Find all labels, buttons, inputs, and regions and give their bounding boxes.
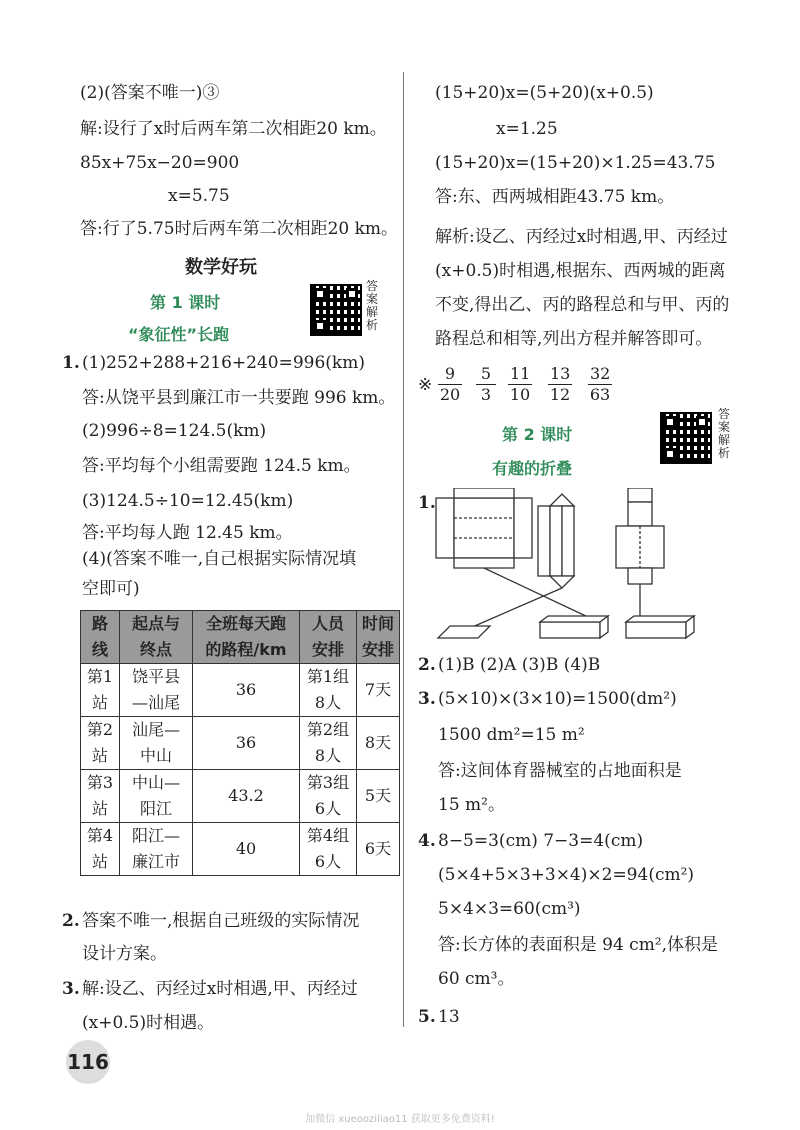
- qr-code-icon: [660, 412, 712, 464]
- answer-line: (2)996÷8=124.5(km): [82, 421, 267, 441]
- analysis-line: 路程总和相等,列出方程并解答即可。: [435, 329, 713, 349]
- column-header: 起点与 终点: [120, 611, 193, 664]
- equation-line: (15+20)x=(15+20)×1.25=43.75: [435, 153, 716, 173]
- column-header: 人员 安排: [300, 611, 357, 664]
- fraction: $\frac{32}{63}$: [589, 364, 611, 404]
- equation-line: (5×4+5×3+3×4)×2=94(cm²): [438, 865, 695, 885]
- column-divider: [403, 72, 404, 1027]
- answer-line: (2)(答案不唯一)③: [80, 83, 220, 103]
- lesson-heading: 第 2 课时: [502, 425, 573, 444]
- qr-code-icon: [310, 284, 362, 336]
- equation-line: 5×4×3=60(cm³): [438, 899, 581, 919]
- star-marker: ※: [418, 375, 433, 395]
- answer-line: 13: [438, 1007, 460, 1027]
- problem-number: 2.: [418, 655, 436, 675]
- page-number: 116: [66, 1040, 110, 1084]
- answer-line: (1)B (2)A (3)B (4)B: [438, 655, 601, 675]
- table-header-row: [81, 611, 400, 664]
- table-cell: 阳江— 廉江市: [120, 823, 193, 876]
- answer-line: (3)124.5÷10=12.45(km): [82, 491, 294, 511]
- section-title: 数学好玩: [185, 257, 257, 278]
- answer-line: 答:行了5.75时后两车第二次相距20 km。: [80, 219, 399, 239]
- table-cell: 43.2: [193, 770, 300, 823]
- table-cell: 6天: [357, 823, 400, 876]
- problem-number: 3.: [62, 979, 80, 999]
- equation-line: (5×10)×(3×10)=1500(dm²): [438, 689, 677, 709]
- problem-number: 1.: [418, 493, 436, 513]
- equation-line: 85x+75x−20=900: [80, 153, 240, 173]
- table-cell: 36: [193, 664, 300, 717]
- fraction: $\frac{5}{3}$: [476, 364, 496, 405]
- table-cell: 第1组 8人: [300, 664, 357, 717]
- problem-number: 5.: [418, 1007, 436, 1027]
- equation-line: x=5.75: [168, 186, 230, 206]
- answer-line: 答:从饶平县到廉江市一共要跑 996 km。: [82, 388, 396, 408]
- answer-line: 15 m²。: [438, 795, 505, 815]
- table-row: [81, 770, 400, 823]
- table-row: [81, 664, 400, 717]
- column-header: 全班每天跑 的路程/km: [193, 611, 300, 664]
- column-header: 路 线: [81, 611, 120, 664]
- answer-line: 解:设行了x时后两车第二次相距20 km。: [80, 119, 387, 139]
- problem-number: 4.: [418, 831, 436, 851]
- table-cell: 第2组 8人: [300, 717, 357, 770]
- analysis-line: (x+0.5)时相遇,根据东、西两城的距离: [435, 261, 726, 281]
- topic-heading: “象征性”长跑: [128, 325, 230, 344]
- answer-line: 答:这间体育器械室的占地面积是: [438, 761, 682, 781]
- equation-line: 1500 dm²=15 m²: [438, 725, 585, 745]
- table-cell: 第4 站: [81, 823, 120, 876]
- table-row: [81, 717, 400, 770]
- fraction: $\frac{9}{20}$: [439, 364, 461, 404]
- answer-line: 答:长方体的表面积是 94 cm²,体积是: [438, 935, 719, 955]
- answer-line: 设计方案。: [82, 944, 167, 964]
- table-cell: 中山— 阳江: [120, 770, 193, 823]
- analysis-line: 解析:设乙、丙经过x时相遇,甲、丙经过: [435, 227, 728, 247]
- answer-line: 空即可): [82, 579, 140, 599]
- folding-matching-diagram: [430, 488, 700, 648]
- answer-line: 答:平均每个小组需要跑 124.5 km。: [82, 456, 361, 476]
- table-cell: 8天: [357, 717, 400, 770]
- lesson-heading: 第 1 课时: [150, 293, 221, 312]
- footer-note: 加微信 xueooziliao11 获取更多免费资料!: [305, 1114, 495, 1125]
- column-header: 时间 安排: [357, 611, 400, 664]
- table-cell: 饶平县 —汕尾: [120, 664, 193, 717]
- fraction: $\frac{13}{12}$: [549, 364, 571, 404]
- answer-line: (x+0.5)时相遇。: [82, 1013, 215, 1033]
- problem-number: 3.: [418, 689, 436, 709]
- answer-line: (4)(答案不唯一,自己根据实际情况填: [82, 549, 357, 569]
- table-row: [81, 823, 400, 876]
- table-cell: 第3组 6人: [300, 770, 357, 823]
- route-table: [80, 610, 400, 876]
- topic-heading: 有趣的折叠: [492, 459, 573, 478]
- answer-line: 答:平均每人跑 12.45 km。: [82, 523, 293, 543]
- answer-line: 答:东、西两城相距43.75 km。: [435, 187, 675, 207]
- qr-label: 答案解析: [366, 279, 379, 332]
- table-cell: 第1 站: [81, 664, 120, 717]
- table-cell: 36: [193, 717, 300, 770]
- table-cell: 汕尾— 中山: [120, 717, 193, 770]
- analysis-line: 不变,得出乙、丙的路程总和与甲、丙的: [435, 295, 730, 315]
- problem-number: 1.: [62, 353, 80, 373]
- problem-number: 2.: [62, 911, 80, 931]
- equation-line: 8−5=3(cm) 7−3=4(cm): [438, 831, 644, 851]
- answer-line: (1)252+288+216+240=996(km): [82, 353, 365, 373]
- answer-line: 60 cm³。: [438, 969, 515, 989]
- table-cell: 7天: [357, 664, 400, 717]
- answer-line: 解:设乙、丙经过x时相遇,甲、丙经过: [82, 979, 358, 999]
- equation-line: x=1.25: [496, 119, 558, 139]
- table-cell: 第4组 6人: [300, 823, 357, 876]
- table-cell: 第3 站: [81, 770, 120, 823]
- answer-line: 答案不唯一,根据自己班级的实际情况: [82, 911, 360, 931]
- table-cell: 第2 站: [81, 717, 120, 770]
- table-cell: 40: [193, 823, 300, 876]
- fraction: $\frac{11}{10}$: [509, 364, 531, 404]
- qr-label: 答案解析: [718, 407, 731, 460]
- table-cell: 5天: [357, 770, 400, 823]
- equation-line: (15+20)x=(5+20)(x+0.5): [435, 83, 654, 103]
